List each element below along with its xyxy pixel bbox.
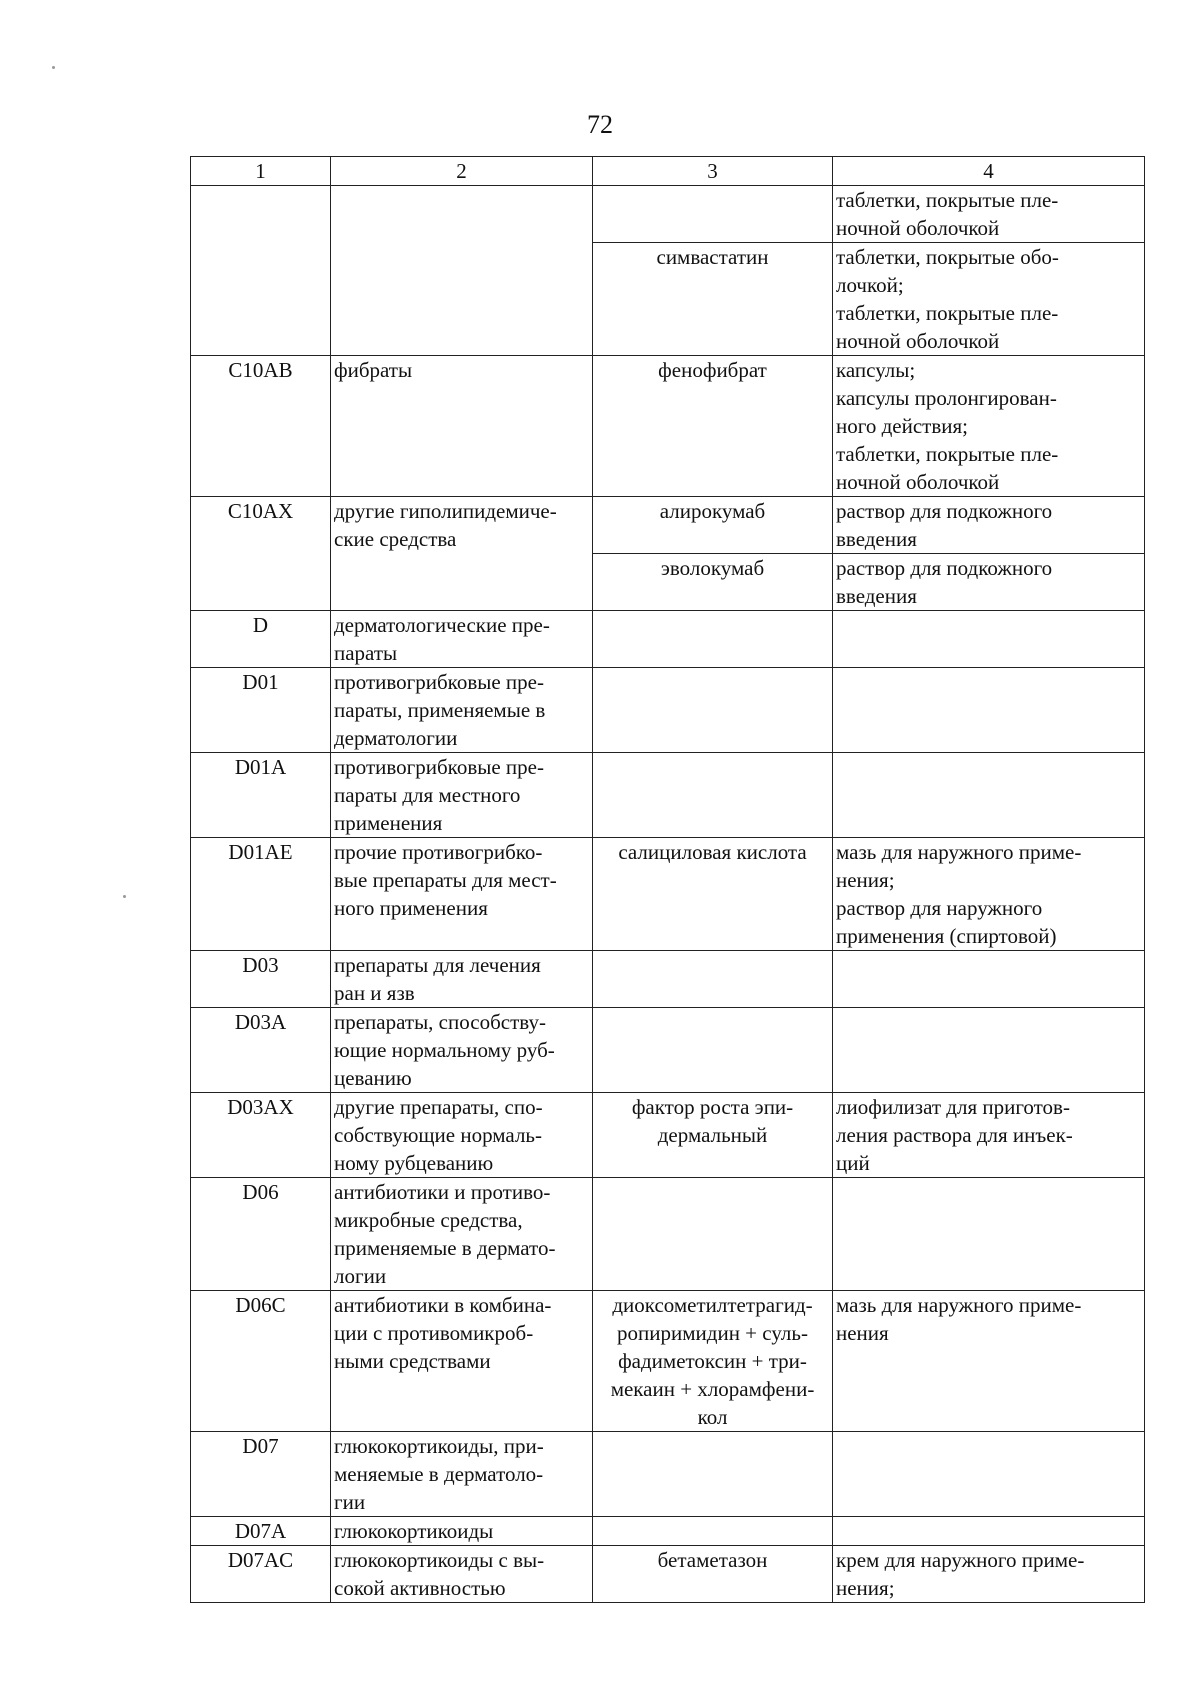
drug-name-line: фадиметоксин + три- — [618, 1349, 807, 1373]
table-row — [191, 1432, 1145, 1517]
group-name-line: ран и язв — [334, 981, 415, 1005]
scan-speck — [52, 66, 55, 69]
group-name-line: ющие нормальному руб- — [334, 1038, 555, 1062]
group-name-line: дерматологические пре- — [334, 613, 550, 637]
group-name-line: параты, применяемые в — [334, 698, 546, 722]
dosage-form-line: ного действия; — [836, 414, 968, 438]
group-name-line: вые препараты для мест- — [334, 868, 557, 892]
atc-code-cell: D07 — [191, 1432, 331, 1517]
group-name-line: ными средствами — [334, 1349, 491, 1373]
drug-name-line: кол — [697, 1405, 728, 1429]
atc-code-cell: D03A — [191, 1008, 331, 1093]
group-name-line: противогрибковые пре- — [334, 755, 544, 779]
group-name-cell — [331, 1546, 593, 1603]
group-name-cell — [331, 1093, 593, 1178]
group-name-line: микробные средства, — [334, 1208, 523, 1232]
group-name-line: глюкокортикоиды — [334, 1519, 494, 1543]
group-name-cell — [331, 1291, 593, 1432]
atc-code-cell: D06 — [191, 1178, 331, 1291]
atc-code-cell: D07A — [191, 1517, 331, 1546]
dosage-form-line: применения (спиртовой) — [836, 924, 1057, 948]
group-name-cell — [331, 838, 593, 951]
dosage-form-line: нения; — [836, 1576, 895, 1600]
drug-name-cell — [593, 838, 833, 951]
drug-name-line: ропиримидин + суль- — [617, 1321, 808, 1345]
drug-name-cell — [593, 1432, 833, 1517]
drug-name-cell — [593, 497, 833, 554]
group-name-cell — [331, 611, 593, 668]
table-row — [191, 356, 1145, 497]
table-row — [191, 186, 1145, 243]
atc-code-cell: C10AB — [191, 356, 331, 497]
dosage-form-line: таблетки, покрытые обо- — [836, 245, 1059, 269]
drug-name-cell — [593, 186, 833, 243]
group-name-cell — [331, 1008, 593, 1093]
atc-code-cell: D01A — [191, 753, 331, 838]
dosage-form-line: ночной оболочкой — [836, 470, 1000, 494]
dosage-form-cell — [833, 1517, 1145, 1546]
group-name-line: ции с противомикроб- — [334, 1321, 534, 1345]
table-row — [191, 1093, 1145, 1178]
dosage-form-cell — [833, 356, 1145, 497]
table-row — [191, 1008, 1145, 1093]
dosage-form-line: мазь для наружного приме- — [836, 840, 1082, 864]
dosage-form-line: раствор для подкожного — [836, 556, 1053, 580]
group-name-line: ские средства — [334, 527, 457, 551]
drug-name-line: диоксометилтетрагид- — [612, 1293, 813, 1317]
group-name-cell — [331, 668, 593, 753]
atc-code-cell — [191, 186, 331, 356]
atc-code-cell: D06C — [191, 1291, 331, 1432]
group-name-line: другие препараты, спо- — [334, 1095, 543, 1119]
table-row — [191, 951, 1145, 1008]
group-name-cell — [331, 753, 593, 838]
header-cell-3: 3 — [593, 157, 833, 186]
dosage-form-cell — [833, 1178, 1145, 1291]
dosage-form-line: лиофилизат для приготов- — [836, 1095, 1070, 1119]
group-name-line: прочие противогрибко- — [334, 840, 543, 864]
drug-name-cell — [593, 1093, 833, 1178]
dosage-form-line: нения — [836, 1321, 889, 1345]
dosage-form-cell — [833, 554, 1145, 611]
drug-name-cell — [593, 1546, 833, 1603]
drug-name-cell — [593, 1008, 833, 1093]
drug-name-line: дермальный — [657, 1123, 768, 1147]
dosage-form-line: ций — [836, 1151, 870, 1175]
drug-name-cell — [593, 1178, 833, 1291]
dosage-form-cell — [833, 668, 1145, 753]
atc-code-cell: D03AX — [191, 1093, 331, 1178]
table-row — [191, 753, 1145, 838]
group-name-line: сокой активностью — [334, 1576, 506, 1600]
drug-name-line: алирокумаб — [659, 499, 766, 523]
dosage-form-line: нения; — [836, 868, 895, 892]
group-name-line: антибиотики и противо- — [334, 1180, 551, 1204]
group-name-cell — [331, 186, 593, 356]
group-name-line: гии — [334, 1490, 366, 1514]
drug-name-cell — [593, 951, 833, 1008]
group-name-line: препараты для лечения — [334, 953, 541, 977]
group-name-line: меняемые в дерматоло- — [334, 1462, 544, 1486]
table-header-row — [191, 157, 1145, 186]
drug-name-cell — [593, 753, 833, 838]
dosage-form-cell — [833, 838, 1145, 951]
dosage-form-line: раствор для наружного — [836, 896, 1043, 920]
group-name-line: глюкокортикоиды, при- — [334, 1434, 544, 1458]
group-name-line: другие гиполипидемиче- — [334, 499, 557, 523]
dosage-form-line: мазь для наружного приме- — [836, 1293, 1082, 1317]
drug-name-cell — [593, 1291, 833, 1432]
group-name-line: глюкокортикоиды с вы- — [334, 1548, 545, 1572]
dosage-form-cell — [833, 497, 1145, 554]
dosage-form-cell — [833, 1093, 1145, 1178]
dosage-form-line: введения — [836, 527, 917, 551]
drug-name-cell — [593, 554, 833, 611]
group-name-cell — [331, 356, 593, 497]
dosage-form-cell — [833, 1432, 1145, 1517]
dosage-form-line: ночной оболочкой — [836, 216, 1000, 240]
group-name-line: логии — [334, 1264, 387, 1288]
group-name-line: фибраты — [334, 358, 413, 382]
drug-name-cell — [593, 1517, 833, 1546]
atc-code-cell: D03 — [191, 951, 331, 1008]
header-cell-2: 2 — [331, 157, 593, 186]
dosage-form-cell — [833, 1546, 1145, 1603]
atc-code-cell: C10AX — [191, 497, 331, 611]
dosage-form-line: крем для наружного приме- — [836, 1548, 1085, 1572]
table-row — [191, 1178, 1145, 1291]
dosage-form-cell — [833, 1291, 1145, 1432]
table-row — [191, 611, 1145, 668]
atc-code-cell: D07AC — [191, 1546, 331, 1603]
scan-speck — [123, 895, 126, 898]
dosage-form-cell — [833, 611, 1145, 668]
header-cell-1: 1 — [191, 157, 331, 186]
group-name-line: применяемые в дермато- — [334, 1236, 556, 1260]
group-name-line: противогрибковые пре- — [334, 670, 544, 694]
dosage-form-line: капсулы; — [836, 358, 916, 382]
drug-name-line: эволокумаб — [660, 556, 765, 580]
drug-name-line: симвастатин — [656, 245, 769, 269]
dosage-form-line: капсулы пролонгирован- — [836, 386, 1057, 410]
group-name-line: параты — [334, 641, 398, 665]
group-name-line: препараты, способству- — [334, 1010, 546, 1034]
drug-name-line: фенофибрат — [658, 358, 767, 382]
dosage-form-cell — [833, 1008, 1145, 1093]
dosage-form-line: таблетки, покрытые пле- — [836, 301, 1059, 325]
drug-name-cell — [593, 611, 833, 668]
atc-code-cell: D — [191, 611, 331, 668]
group-name-line: антибиотики в комбина- — [334, 1293, 552, 1317]
group-name-cell — [331, 1178, 593, 1291]
group-name-line: ному рубцеванию — [334, 1151, 494, 1175]
atc-code-cell: D01 — [191, 668, 331, 753]
group-name-line: применения — [334, 811, 443, 835]
drug-name-line: бетаметазон — [657, 1548, 768, 1572]
table-row — [191, 1517, 1145, 1546]
drug-name-line: салициловая кислота — [618, 840, 807, 864]
group-name-cell — [331, 1432, 593, 1517]
dosage-form-cell — [833, 186, 1145, 243]
table-row — [191, 1291, 1145, 1432]
drug-name-line: мекаин + хлорамфени- — [610, 1377, 815, 1401]
dosage-form-cell — [833, 951, 1145, 1008]
drug-name-cell — [593, 243, 833, 356]
table-row — [191, 668, 1145, 753]
group-name-cell — [331, 1517, 593, 1546]
atc-code-cell: D01AE — [191, 838, 331, 951]
group-name-line: ного применения — [334, 896, 488, 920]
group-name-line: дерматологии — [334, 726, 458, 750]
table-row — [191, 1546, 1145, 1603]
group-name-cell — [331, 951, 593, 1008]
dosage-form-line: лочкой; — [836, 273, 904, 297]
table-row — [191, 497, 1145, 554]
dosage-form-line: ления раствора для инъек- — [836, 1123, 1073, 1147]
group-name-line: цеванию — [334, 1066, 412, 1090]
dosage-form-cell — [833, 753, 1145, 838]
drug-table — [190, 156, 1145, 1603]
dosage-form-line: ночной оболочкой — [836, 329, 1000, 353]
dosage-form-cell — [833, 243, 1145, 356]
drug-name-cell — [593, 356, 833, 497]
group-name-line: параты для местного — [334, 783, 521, 807]
group-name-line: собствующие нормаль- — [334, 1123, 542, 1147]
dosage-form-line: таблетки, покрытые пле- — [836, 442, 1059, 466]
table-row — [191, 838, 1145, 951]
drug-name-line: фактор роста эпи- — [631, 1095, 794, 1119]
page-number: 72 — [587, 110, 613, 139]
drug-name-cell — [593, 668, 833, 753]
group-name-cell — [331, 497, 593, 611]
dosage-form-line: таблетки, покрытые пле- — [836, 188, 1059, 212]
dosage-form-line: введения — [836, 584, 917, 608]
header-cell-4: 4 — [833, 157, 1145, 186]
dosage-form-line: раствор для подкожного — [836, 499, 1053, 523]
